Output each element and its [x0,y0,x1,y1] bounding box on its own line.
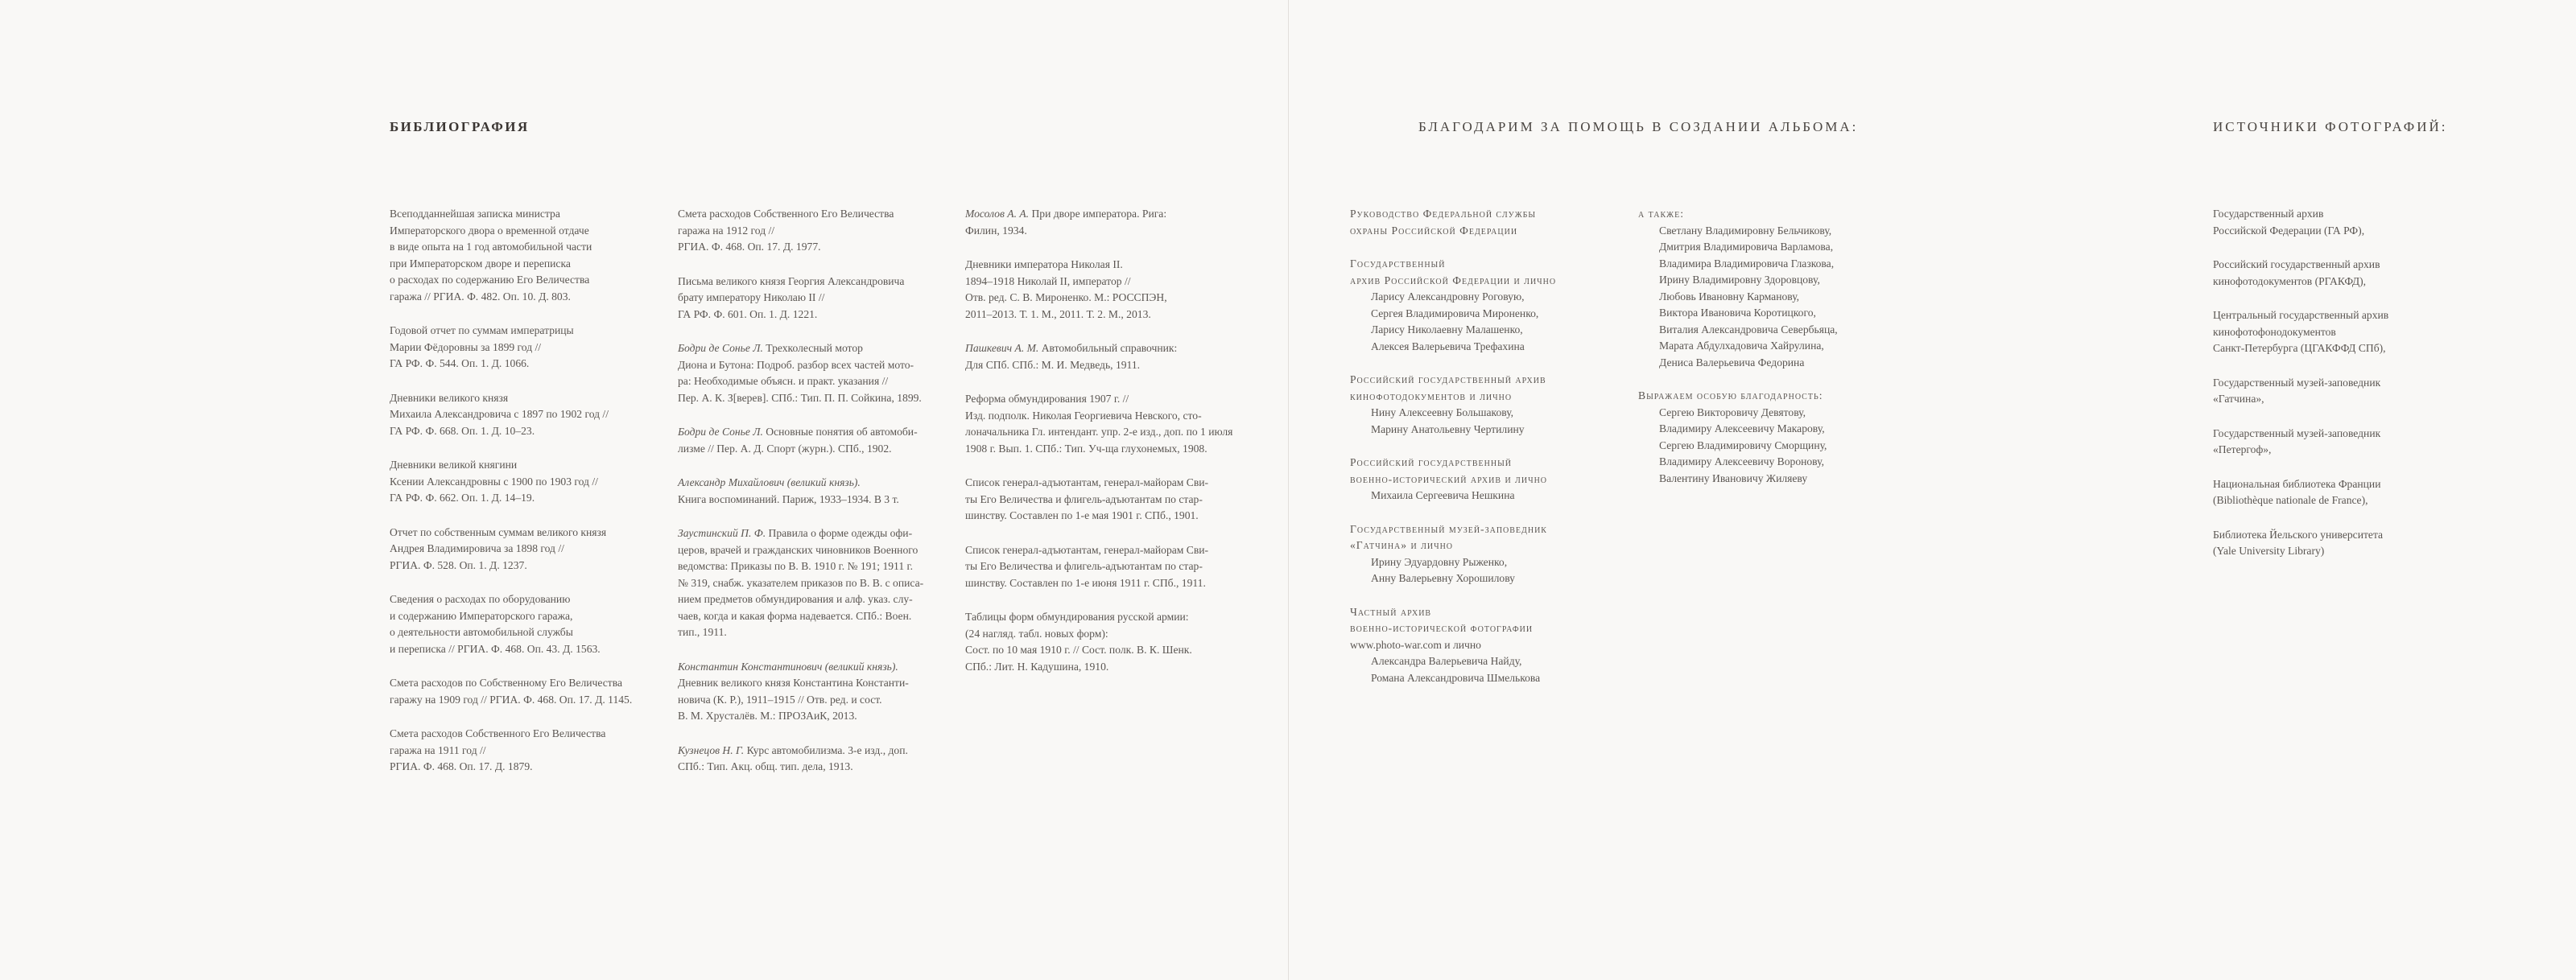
entry-line: Диона и Бутона: Подроб. разбор всех частей мото- [678,358,914,371]
photo-source: Центральный государственный архив кинофотофонодокументов Санкт-Петербурга (ЦГАКФФД СПб), [2213,309,2389,354]
thanks-group [1350,455,1624,504]
entry-line: гаража на 1912 год // [678,224,775,237]
entry-line: шинству. Составлен по 1-е мая 1901 г. СПб., 1901. [965,509,1199,521]
entry-line: Отчет по собственным суммам великого князя [390,525,607,538]
bibliography-entry [390,675,655,708]
bibliography-entry [965,542,1255,592]
thanks-organization: а также: [1638,208,1684,220]
entry-line: ГА РФ. Ф. 668. Оп. 1. Д. 10–23. [390,424,535,437]
thanks-organization: Руководство Федеральной службы охраны Российской Федерации [1350,208,1537,237]
entry-line: Пашкевич А. М. Автомобильный справочник: [965,342,1178,354]
entry-line: в виде опыта на 1 год автомобильной части [390,241,592,253]
bibliography-entry [678,424,952,457]
bibliography-entry [678,274,952,323]
bibliography-entry [678,206,952,256]
thanks-person: Романа Александровича Шмелькова [1371,671,1541,684]
entry-line: ГА РФ. Ф. 601. Оп. 1. Д. 1221. [678,307,818,320]
photo-source: Государственный музей-заповедник «Петергоф», [2213,426,2381,455]
thanks-organization: Российский государственный архив кинофотодокументов и лично [1350,373,1546,402]
entry-line: Ксении Александровны с 1900 по 1903 год // [390,475,598,488]
thanks-person: Владимиру Алексеевичу Макарову, [1659,422,1825,434]
thanks-person: Валентину Ивановичу Жиляеву [1659,471,1808,484]
entry-line: Смета расходов Собственного Его Величества [390,727,606,739]
thanks-person: Владимиру Алексеевичу Воронову, [1659,455,1824,467]
bibliography-column-3 [965,206,1255,693]
thanks-group [1350,372,1624,438]
entry-line: ведомства: Приказы по В. В. 1910 г. № 191; 1911 г. [678,560,913,572]
photo-source: Государственный архив Российской Федерации (ГА РФ), [2213,208,2365,237]
bibliography-entry [965,206,1255,239]
thanks-group [1350,256,1624,355]
bibliography-entry [678,475,952,508]
entry-line: Мосолов А. А. При дворе императора. Рига: [965,208,1167,220]
thanks-person: Сергея Владимировича Мироненко, [1371,307,1539,319]
entry-line: Изд. подполк. Николая Георгиевича Невского, сто- [965,409,1202,422]
thanks-group [1350,604,1624,687]
thanks-person: Сергею Викторовичу Девятову, [1659,406,1806,418]
entry-author: Бодри де Сонье Л. [678,426,763,438]
bibliography-entry [965,340,1255,373]
entry-line: Бодри де Сонье Л. Трехколесный мотор [678,342,863,354]
entry-line: Смета расходов Собственного Его Величества [678,208,894,220]
entry-line: ГА РФ. Ф. 544. Оп. 1. Д. 1066. [390,357,530,369]
thanks-person: Виталия Александровича Севербьяца, [1659,323,1838,336]
entry-line: Всеподданнейшая записка министра [390,208,560,220]
entry-line: гаража // РГИА. Ф. 482. Оп. 10. Д. 803. [390,290,571,303]
entry-line: о расходах по содержанию Его Величества [390,274,590,286]
thanks-organization: Выражаем особую благодарность: [1638,389,1823,401]
entry-line: лизме // Пер. А. Д. Спорт (журн.). СПб., 1902. [678,442,892,455]
entry-line: Андрея Владимировича за 1898 год // [390,542,564,554]
thanks-group [1638,206,1928,371]
entry-line: 1908 г. Вып. 1. СПб.: Тип. Уч-ща глухонемых, 1908. [965,442,1208,455]
entry-line [678,475,952,492]
thanks-organization: Российский государственный военно-исторический архив и лично [1350,456,1548,485]
entry-line: СПб.: Лит. Н. Кадушина, 1910. [965,660,1109,673]
entry-line: Книга воспоминаний. Париж, 1933–1934. В 3 т. [678,492,899,505]
thanks-person: Любовь Ивановну Карманову, [1659,290,1800,303]
entry-line: Смета расходов по Собственному Его Величества [390,677,622,689]
thanks-organization: Государственный музей-заповедник «Гатчина» и лично [1350,522,1547,551]
entry-author: Александр Михайлович (великий князь). [678,476,861,488]
entry-line: Бодри де Сонье Л. Основные понятия об автомоби- [678,426,918,438]
entry-author: Бодри де Сонье Л. [678,342,763,354]
entry-line: РГИА. Ф. 528. Оп. 1. Д. 1237. [390,558,527,571]
thanks-group [1350,521,1624,587]
thanks-column-2 [1638,206,1928,504]
sources-column [2213,206,2479,578]
entry-line: шинству. Составлен по 1-е июня 1911 г. СПб., 1911. [965,576,1206,589]
bibliography-entry [390,525,655,574]
entry-line: новича (К. Р.), 1911–1915 // Отв. ред. и сост. [678,693,882,706]
photo-source: Библиотека Йельского университета (Yale University Library) [2213,528,2384,557]
thanks-group [1638,388,1928,487]
entry-line: Письма великого князя Георгия Александровича [678,274,905,287]
entry-line: ты Его Величества и флигель-адъютантам по стар- [965,560,1203,572]
bibliography-entry [678,743,952,776]
entry-line: Кузнецов Н. Г. Курс автомобилизма. 3-е изд., доп. [678,743,908,756]
bibliography-entry [390,457,655,507]
entry-line: Реформа обмундирования 1907 г. // [965,393,1129,405]
entry-author: Мосолов А. А. [965,208,1030,220]
entry-line: ты Его Величества и флигель-адъютантам по стар- [965,492,1203,505]
bibliography-entry [390,390,655,440]
entry-line: РГИА. Ф. 468. Оп. 17. Д. 1879. [390,760,533,772]
entry-line: Таблицы форм обмундирования русской армии: [965,611,1189,623]
entry-line: брату императору Николаю II // [678,291,825,303]
entry-line: 2011–2013. Т. 1. М., 2011. Т. 2. М., 2013. [965,307,1151,320]
entry-author: Пашкевич А. М. [965,342,1039,354]
entry-line: Список генерал-адъютантам, генерал-майорам Сви- [965,543,1209,556]
entry-line: Дневники великой княгини [390,459,518,471]
entry-line: о деятельности автомобильной службы [390,626,573,638]
thanks-person: Дмитрия Владимировича Варламова, [1659,241,1834,253]
thanks-person: Владимира Владимировича Глазкова, [1659,257,1835,270]
entry-line: Дневники великого князя [390,391,509,404]
entry-line: Отв. ред. С. В. Мироненко. М.: РОССПЭН, [965,291,1167,303]
entry-author: Заустинский П. Ф. [678,527,766,539]
photo-source: Государственный музей-заповедник «Гатчина», [2213,376,2381,405]
entry-line: Дневники императора Николая II. [965,258,1123,270]
sources-heading: ИСТОЧНИКИ ФОТОГРАФИЙ: [2213,119,2448,134]
entry-line: церов, врачей и гражданских чиновников Военного [678,543,919,556]
entry-line: гаража на 1911 год // [390,743,486,756]
thanks-person: Ларису Александровну Роговую, [1371,290,1525,303]
entry-line: Дневник великого князя Константина Константи- [678,677,909,689]
thanks-person: Ларису Николаевну Малашенко, [1371,323,1523,336]
bibliography-entry [390,323,655,373]
entry-line: ГА РФ. Ф. 662. Оп. 1. Д. 14–19. [390,492,535,504]
thanks-person: Александра Валерьевича Найду, [1371,655,1522,667]
entry-line: гаражу на 1909 год // РГИА. Ф. 468. Оп. 17. Д. 1145. [390,693,633,706]
thanks-organization: Частный архив военно-исторической фотографии [1350,605,1534,634]
thanks-person: Марата Абдулхадовича Хайрулина, [1659,340,1824,352]
bibliography-column-2 [678,206,952,793]
entry-line: Михаила Александровича с 1897 по 1902 год // [390,408,609,420]
entry-line: № 319, снабж. указателем приказов по В. В. с описа- [678,576,924,589]
entry-line [678,659,952,676]
bibliography-entry [390,206,655,305]
entry-line: В. М. Хрусталёв. М.: ПРОЗАиК, 2013. [678,710,857,722]
bibliography-entry [678,659,952,725]
entry-line: и содержанию Императорского гаража, [390,609,573,622]
entry-line: Императорского двора о временной отдаче [390,224,589,237]
thanks-person: Ирину Владимировну Здоровцову, [1659,274,1820,286]
bibliography-entry [678,525,952,641]
photo-source: Российский государственный архив кинофотодокументов (РГАКФД), [2213,258,2380,287]
entry-line: чаев, когда и какая форма надевается. СПб.: Воен. [678,609,912,622]
entry-line: тип., 1911. [678,626,727,638]
bibliography-entry [965,257,1255,323]
bibliography-entry [965,475,1255,525]
entry-line: Годовой отчет по суммам императрицы [390,324,574,336]
thanks-heading: БЛАГОДАРИМ ЗА ПОМОЩЬ В СОЗДАНИИ АЛЬБОМА: [1418,119,1859,134]
thanks-group [1350,206,1624,239]
entry-line: Сведения о расходах по оборудованию [390,593,571,605]
bibliography-heading: БИБЛИОГРАФИЯ [390,119,530,134]
entry-line: Список генерал-адъютантам, генерал-майорам Сви- [965,476,1209,488]
entry-line: ра: Необходимые объясн. и практ. указания // [678,375,889,387]
entry-line: нием предметов обмундирования и алф. указ. слу- [678,593,913,605]
thanks-person: Нину Алексеевну Большакову, [1371,406,1514,418]
bibliography-entry [678,340,952,406]
right-page [1289,0,2576,980]
thanks-website: www.photo-war.com и лично [1350,638,1481,651]
entry-line: 1894–1918 Николай II, император // [965,274,1131,287]
entry-line: и переписка // РГИА. Ф. 468. Оп. 43. Д. 1563. [390,642,601,655]
bibliography-entry [390,726,655,776]
thanks-person: Сергею Владимировичу Сморщину, [1659,439,1827,451]
thanks-person: Анну Валерьевну Хорошилову [1371,572,1515,584]
thanks-person: Алексея Валерьевича Трефахина [1371,340,1525,352]
entry-line: Для СПб. СПб.: М. И. Медведь, 1911. [965,358,1141,371]
entry-line: Заустинский П. Ф. Правила о форме одежды офи- [678,527,913,539]
thanks-person: Михаила Сергеевича Нешкина [1371,489,1515,501]
entry-author: Кузнецов Н. Г. [678,743,745,756]
entry-line: (24 нагляд. табл. новых форм): [965,627,1108,640]
entry-line: Сост. по 10 мая 1910 г. // Сост. полк. В. К. Шенк. [965,644,1192,656]
bibliography-entry [965,609,1255,675]
bibliography-entry [390,591,655,657]
entry-line: Филин, 1934. [965,224,1027,237]
entry-line: Марии Фёдоровны за 1899 год // [390,340,542,353]
photo-source: Национальная библиотека Франции (Bibliothèque nationale de France), [2213,477,2381,506]
thanks-person: Ирину Эдуардовну Рыженко, [1371,555,1508,568]
entry-line: СПб.: Тип. Акц. общ. тип. дела, 1913. [678,760,853,772]
entry-line: при Императорском дворе и переписка [390,257,571,270]
thanks-person: Виктора Ивановича Коротицкого, [1659,307,1816,319]
entry-author: Константин Константинович (великий князь). [678,660,898,673]
bibliography-column-1 [390,206,655,793]
entry-line: Пер. А. К. З[верев]. СПб.: Тип. П. П. Сойкина, 1899. [678,391,922,404]
bibliography-entry [965,391,1255,457]
thanks-person: Марину Анатольевну Чертилину [1371,422,1525,435]
thanks-person: Дениса Валерьевича Федорина [1659,356,1805,369]
entry-line: лоначальника Гл. интендант. упр. 2-е изд., доп. по 1 июля [965,426,1233,438]
thanks-person: Светлану Владимировну Бельчикову, [1659,224,1832,237]
thanks-column-1 [1350,206,1624,703]
thanks-organization: Государственный архив Российской Федерации и лично [1350,257,1557,286]
entry-line: РГИА. Ф. 468. Оп. 17. Д. 1977. [678,241,821,253]
